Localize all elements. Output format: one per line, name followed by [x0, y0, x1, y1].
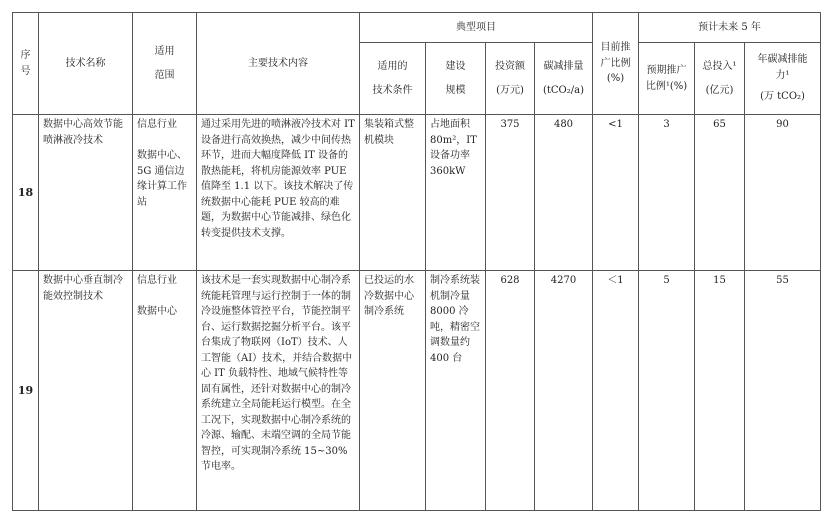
header-seq: 序号	[13, 13, 39, 115]
header-current-ratio-line2: 广比例	[600, 57, 631, 69]
header-total-investment-line1: 总投入¹	[702, 61, 737, 72]
header-annual-reduction-line2: 力¹	[775, 69, 790, 81]
header-investment-line2: (万元)	[496, 84, 524, 96]
header-current-ratio-line3: (%)	[606, 73, 625, 85]
header-reduction	[535, 43, 593, 115]
investment-cell: 628	[486, 271, 535, 511]
investment-cell: 375	[486, 115, 535, 271]
content-cell: 通过采用先进的喷淋液冷技术对 IT 设备进行高效换热，减少中间传热环节，进而大幅度降低 IT 设备的散热能耗，将机房能源效率 PUE 值降至 1.1 以下。该技术解决了传统数据中心能耗 PUE 较高的难题，为数据中心节能减排、绿色化转变提供技术支撑。	[197, 115, 360, 271]
reduction-cell: 4270	[535, 271, 593, 511]
header-tech-name: 技术名称	[39, 13, 133, 115]
header-conditions-line1: 适用的	[377, 61, 408, 72]
annual-reduction-cell: 90	[745, 115, 821, 271]
header-content: 主要技术内容	[197, 13, 360, 115]
conditions-cell: 已投运的水冷数据中心制冷系统	[360, 271, 426, 511]
content-cell: 该技术是一套实现数据中心制冷系统能耗管理与运行控制于一体的制冷设施整体管控平台，节能控制平台、运行数据挖掘分析平台。该平台集成了物联网（IoT）技术、人工智能（AI）技术，并结合数据中心 IT 负载特性、地域气候特性等固有属性，还针对数据中心的制冷系统建立全局能耗运行模型。在全工况下，实现数据中心制冷系统的冷源、输配、末端空调的全局节能智控，可实现制冷系统 15~30% 节电率。	[197, 271, 360, 511]
row-number: 18	[13, 115, 39, 271]
row-number: 19	[13, 271, 39, 511]
conditions-cell: 集装箱式整机模块	[360, 115, 426, 271]
scope-cell: 信息行业 数据中心	[133, 271, 197, 511]
header-scale-line2: 规模	[445, 84, 466, 96]
header-scope-line1: 适用	[154, 46, 175, 57]
table-row	[13, 115, 821, 271]
table-row	[13, 271, 821, 511]
header-scale-line1: 建设	[445, 61, 466, 72]
total-investment-cell: 65	[695, 115, 745, 271]
header-scope	[133, 13, 197, 115]
tech-name-cell: 数据中心垂直制冷能效控制技术	[39, 271, 133, 511]
expected-ratio-cell: 3	[639, 115, 695, 271]
header-investment	[486, 43, 535, 115]
annual-reduction-cell: 55	[745, 271, 821, 511]
reduction-cell: 480	[535, 115, 593, 271]
header-scope-line2: 范围	[154, 69, 175, 81]
current-ratio-cell: ＜1	[593, 271, 639, 511]
header-current-ratio	[593, 13, 639, 115]
header-reduction-line2: (tCO₂/a)	[542, 84, 584, 96]
header-annual-reduction-line3: (万 tCO₂)	[760, 91, 805, 103]
scale-cell: 占地面积 80m²，IT 设备功率 360kW	[426, 115, 486, 271]
header-annual-reduction-line1: 年碳减排能	[757, 54, 808, 66]
header-expected-ratio-line2: 比例¹(%)	[645, 80, 688, 92]
header-forecast: 预计未来 5 年	[639, 13, 821, 43]
header-scale	[426, 43, 486, 115]
header-investment-line1: 投资额	[495, 61, 525, 72]
header-expected-ratio	[639, 43, 695, 115]
technology-table	[12, 12, 821, 511]
tech-name-cell: 数据中心高效节能喷淋液冷技术	[39, 115, 133, 271]
header-conditions	[360, 43, 426, 115]
scale-cell: 制冷系统装机制冷量 8000 冷吨，精密空调数量约 400 台	[426, 271, 486, 511]
header-typical-project: 典型项目	[360, 13, 593, 43]
header-total-investment	[695, 43, 745, 115]
header-conditions-line2: 技术条件	[372, 84, 413, 96]
current-ratio-cell: <1	[593, 115, 639, 271]
header-annual-reduction	[745, 43, 821, 115]
header-current-ratio-line1: 目前推	[600, 42, 631, 54]
header-reduction-line1: 碳减排量	[543, 61, 584, 72]
header-expected-ratio-line1: 预期推广	[646, 65, 687, 76]
header-total-investment-line2: (亿元)	[705, 84, 734, 96]
scope-cell: 信息行业 数据中心、5G 通信边缘计算工作站	[133, 115, 197, 271]
expected-ratio-cell: 5	[639, 271, 695, 511]
total-investment-cell: 15	[695, 271, 745, 511]
